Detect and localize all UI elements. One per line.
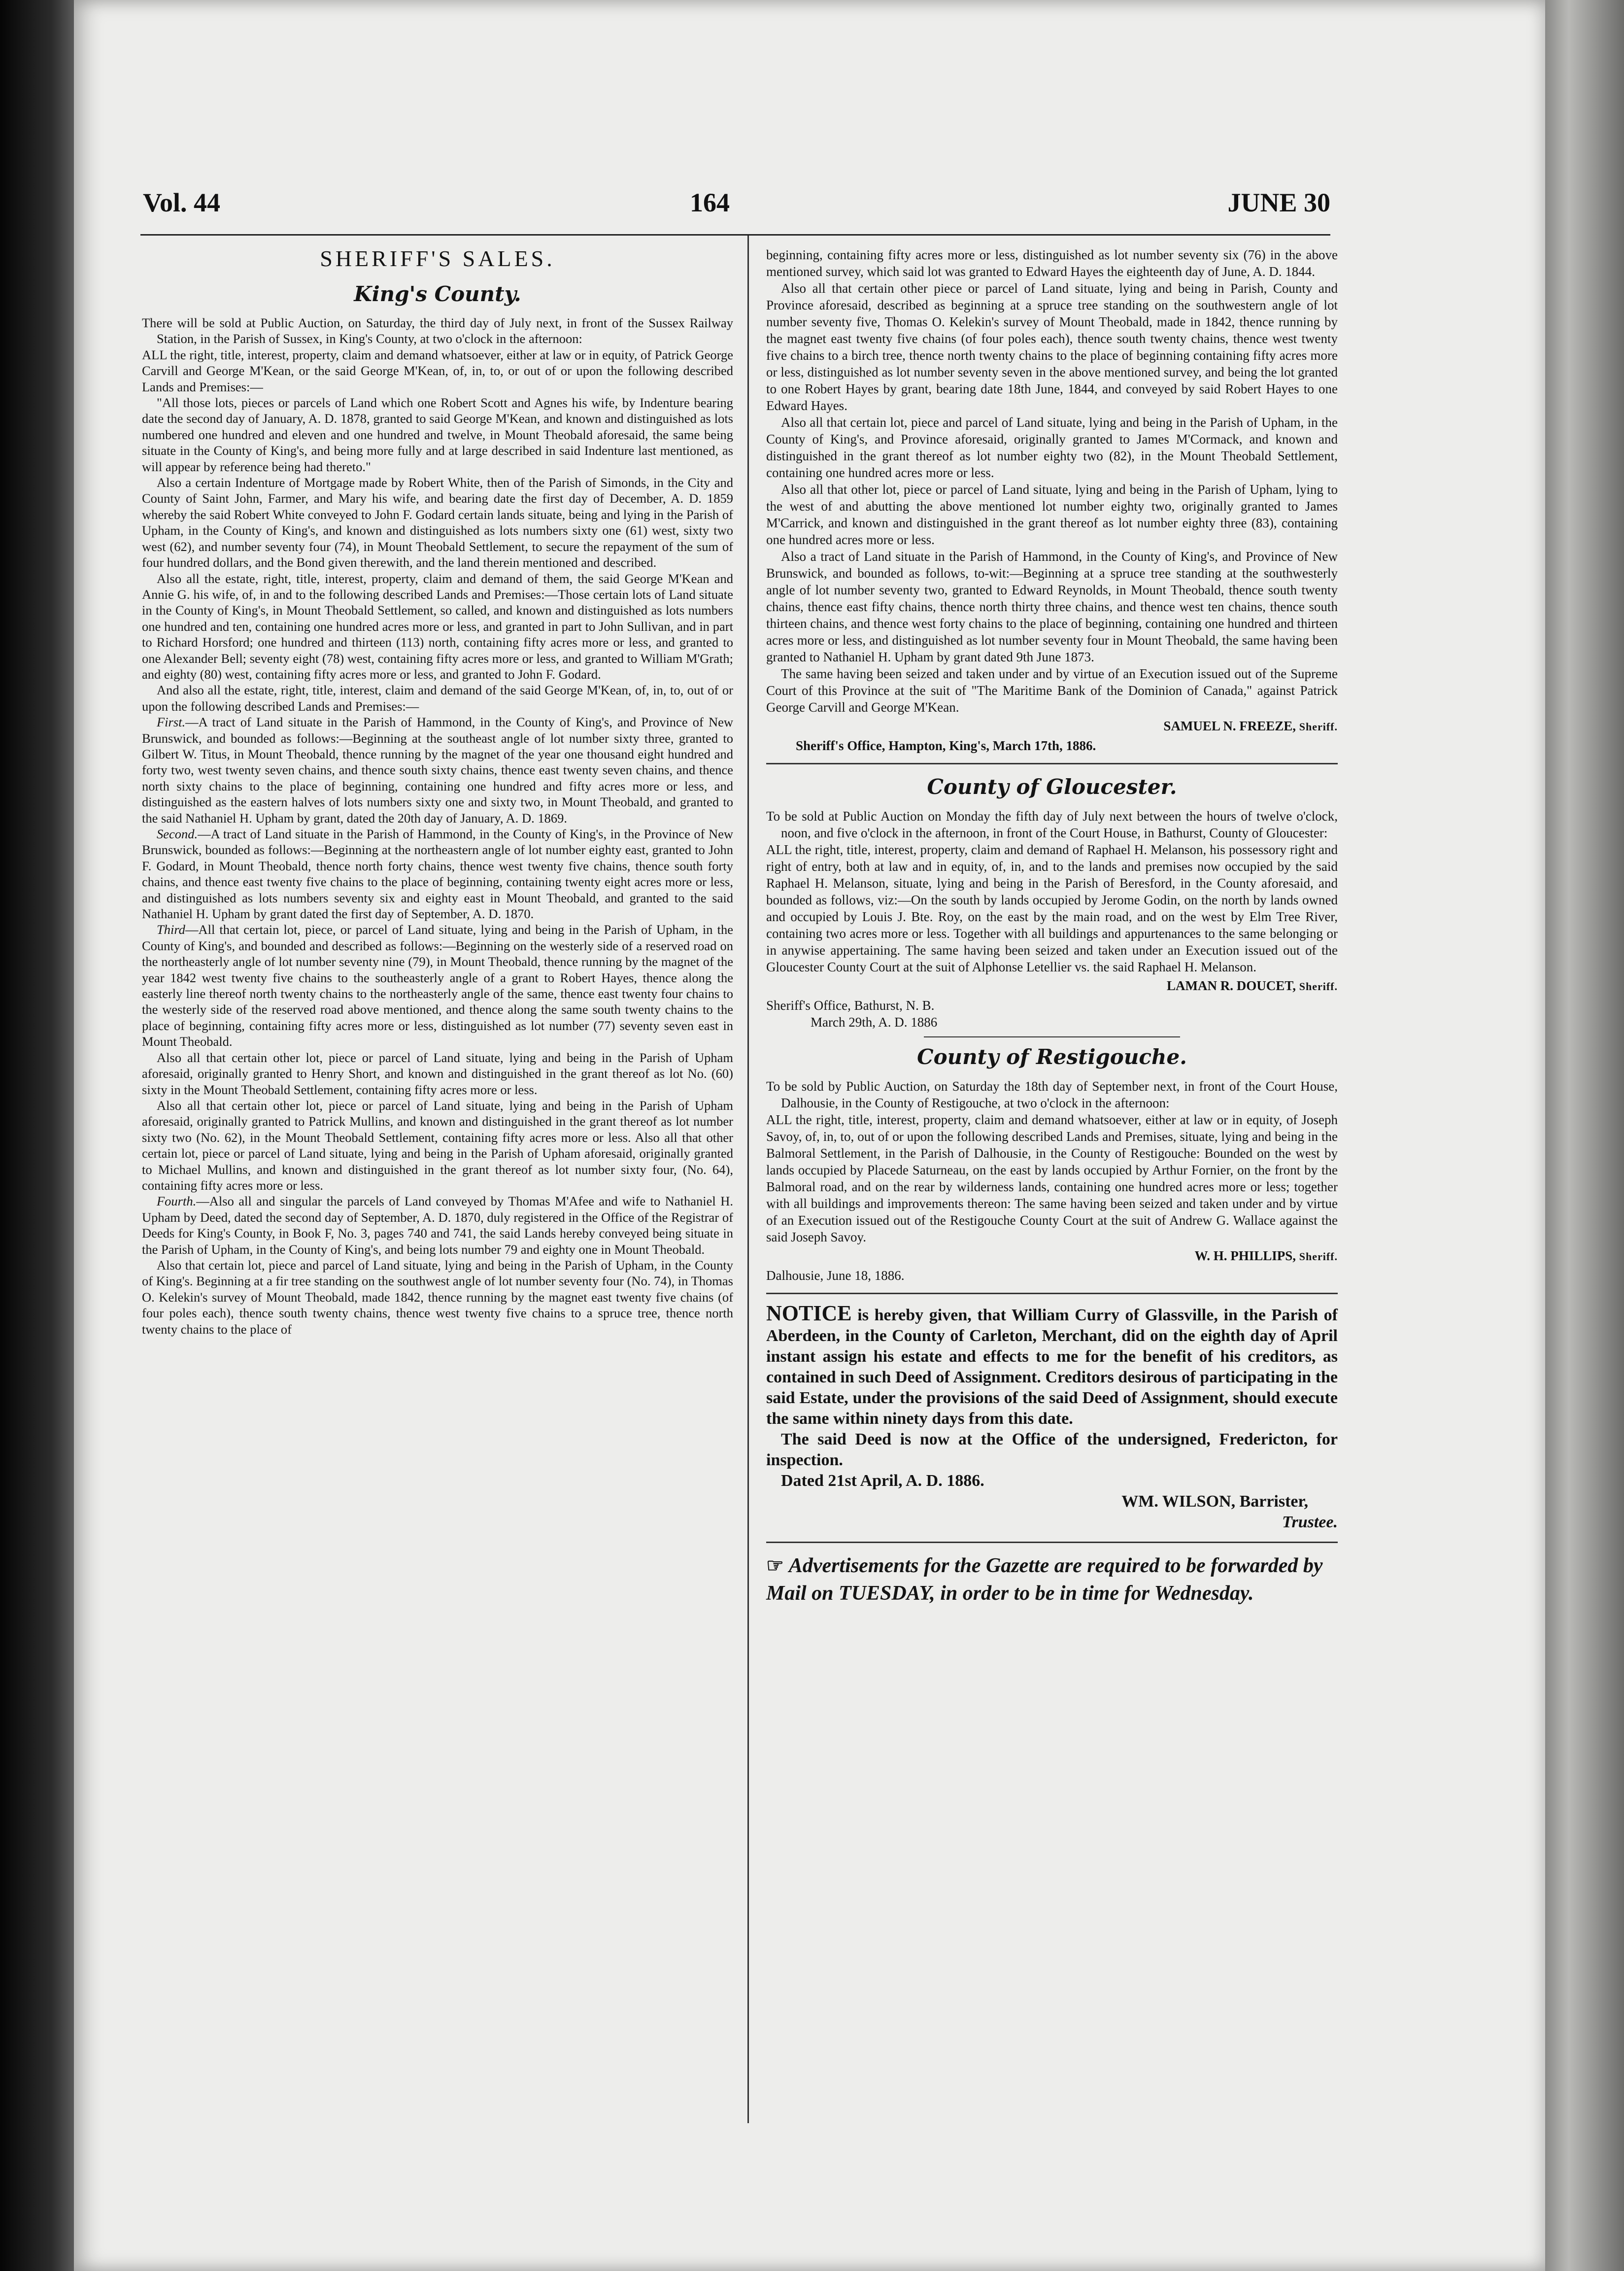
tract-first: [142, 714, 733, 826]
sheriff-name: SAMUEL N. FREEZE,: [1163, 719, 1296, 733]
column-divider: [747, 236, 749, 2123]
tract-second-text: —A tract of Land situate in the Parish of Hammond, in the County of King's, in the Province of New Brunswick, bounded as follows:—Beginning at the northeastern angle of lot number eighty east, granted to John F. Godard, in Mount Theobald, thence north forty chains, thence west twenty five chains, thence south forty chains, and thence east twenty five chains to the place of beginning, containing twenty eight acres more or less, and distinguished as lots numbers seventy six and eighty east in Mount Theobald, and granted to the said Nathaniel H. Upham by grant dated the first day of September, A. D. 1870.: [142, 826, 733, 922]
notice-dated: Dated 21st April, A. D. 1886.: [781, 1472, 984, 1490]
page-number: 164: [690, 188, 730, 217]
tract-fourth-text: —Also all and singular the parcels of Land conveyed by Thomas M'Afee and wife to Nathaniel H. Upham by Deed, dated the second day of September, A. D. 1870, duly registered in the Office of the Registrar of Deeds for King's County, in Book F, No. 3, pages 740 and 741, the said Lands hereby conveyed being situate in the Parish of Upham, in the County of King's, and being lots number 79 and eighty one in Mount Theobald.: [142, 1194, 733, 1257]
tract-third: [142, 922, 733, 1049]
sheriff-title: Sheriff.: [1299, 1250, 1338, 1263]
tract-fourth-label: Fourth.: [157, 1194, 197, 1209]
section-rule: [766, 763, 1338, 764]
advertisement-notice: [766, 1552, 1338, 1607]
tract-second-label: Second.: [157, 826, 198, 841]
lot-sixty-two-paragraph: Also all that certain other lot, piece or parcel of Land situate, lying and being in the Parish of Upham aforesaid, originally granted to Patrick Mullins, and known and distinguished in the grant thereof as lot number sixty two (No. 62), in the Mount Theobald Settlement, containing fifty acres more or less. Also all that other certain lot, piece or parcel of Land situate, lying and being in the Parish of Upham aforesaid, originally granted to Michael Mullins, and known and distinguished in the grant thereof as lot number sixty four, (No. 64), containing fifty acres more or less.: [142, 1098, 733, 1193]
lots-description: "All those lots, pieces or parcels of Land which one Robert Scott and Agnes his wife, by Indenture bearing date the second day of January, A. D. 1878, granted to said George M'Kean, and known and distinguished as lots numbered one hundred and eleven and one hundred and twelve, in Mount Theobald aforesaid, the same being situate in the County of King's, and being more fully and at large described in said Indenture last mentioned, as will appear by reference being had thereto.": [142, 395, 733, 474]
advertisement-text: Advertisements for the Gazette are required to be forwarded by Mail on TUESDAY, in order to be in time for Wednesday.: [766, 1554, 1323, 1605]
parcel-paragraph-3: Also all that other lot, piece or parcel of Land situate, lying and being in the Parish of Upham, lying to the west of and abutting the above mentioned lot number eighty two, originally granted to James M'Carrick, and known and distinguished in the grant thereof as lot number eighty three (83), containing one hundred acres more or less.: [766, 482, 1338, 547]
estate-paragraph-2: And also all the estate, right, title, interest, claim and demand of the said George M'Kean, of, in, to, out of or upon the following described Lands and Premises:—: [142, 683, 733, 714]
sheriff-signature-gloucester: [766, 977, 1338, 995]
section-rule: [766, 1542, 1338, 1543]
seizure-paragraph: The same having been seized and taken under and by virtue of an Execution issued out of the Supreme Court of this Province at the suit of "The Maritime Bank of the Dominion of Canada," against Patrick George Carvill and George M'Kean.: [766, 666, 1338, 715]
sheriff-signature-kings: [766, 718, 1338, 735]
tract-fourth: [142, 1193, 733, 1257]
notice-signature: WM. WILSON, Barrister,: [1121, 1492, 1308, 1511]
parcel-paragraph-4: Also a tract of Land situate in the Parish of Hammond, in the County of King's, and Province of New Brunswick, and bounded as follows, to-wit:—Beginning at a spruce tree standing at the southwesterly angle of lot number seventy two, granted to Edward Reynolds, in Mount Theobald, thence south twenty chains, thence east fifty chains, thence north thirty three chains, and thence west ten chains, thence south thirteen chains, and thence west forty chains to the place of beginning, containing one hundred and thirteen acres more or less, and distinguished as lot number seventy four in Mount Theobald, the same having been granted to Nathaniel H. Upham by grant dated 9th June 1873.: [766, 549, 1338, 664]
right-column: [766, 246, 1338, 1607]
tract-second: [142, 826, 733, 922]
assignment-notice: [766, 1303, 1338, 1533]
header-rule: [140, 234, 1330, 236]
sheriff-name: LAMAN R. DOUCET,: [1166, 978, 1296, 993]
restigouche-claim: ALL the right, title, interest, property, claim and demand whatsoever, either at law or in equity, of Joseph Savoy, of, in, to, out of or upon the following described Lands and Premises, situate, lying and being in the Balmoral Settlement, in the Parish of Dalhousie, in the County of Restigouche: Bounded on the west by lands occupied by Placede Saturneau, on the east by lands occupied by Arthur Fornier, on the front by the Balmoral road, and on the rear by wilderness lands, containing one hundred acres more or less; together with all buildings and improvements thereon: The same having been seized and taken under and by virtue of an Execution issued out of the Restigouche County Court at the suit of Andrew G. Wallace against the said Joseph Savoy.: [766, 1112, 1338, 1244]
county-heading-restigouche: County of Restigouche.: [917, 1045, 1187, 1069]
sheriff-title: Sheriff.: [1299, 721, 1338, 733]
sheriff-office-line: Sheriff's Office, Bathurst, N. B.: [766, 998, 935, 1013]
tract-third-label: Third: [157, 922, 185, 937]
book-gutter: [0, 0, 74, 2271]
issue-date: JUNE 30: [1227, 188, 1330, 217]
section-rule: [924, 1036, 1180, 1037]
tract-third-text: —All that certain lot, piece, or parcel of Land situate, lying and being in the Parish of Upham, in the County of King's, and bounded and described as follows:—Beginning on the westerly side of a reserved road on the northeasterly angle of lot number seventy nine (79), in Mount Theobald, thence running by the magnet of the year 1842 west twenty five chains to the southeasterly angle of a grant to Robert Hayes, thence along the easterly line thereof north twenty chains to the northeasterly angle of the same, thence east twenty four chains to the westerly side of the reserved road above mentioned, and thence along the same south twenty chains to the place of beginning, containing fifty acres more or less, distinguished as lot number (77) seventy seven east in Mount Theobald.: [142, 922, 733, 1049]
lot-sixty-paragraph: Also all that certain other lot, piece or parcel of Land situate, lying and being in the Parish of Upham aforesaid, originally granted to Henry Short, and known and distinguished in the grant thereof as lot No. (60) sixty in the Mount Theobald Settlement, containing fifty acres more or less.: [142, 1050, 733, 1097]
section-rule: [766, 1293, 1338, 1294]
gloucester-announcement: To be sold at Public Auction on Monday the fifth day of July next between the hours of twelve o'clock, noon, and five o'clock in the afternoon, in front of the Court House, in Bathurst, County of Gloucester:: [766, 809, 1338, 840]
sheriff-name: W. H. PHILLIPS,: [1194, 1248, 1296, 1263]
sheriff-title: Sheriff.: [1299, 980, 1338, 993]
claim-paragraph: ALL the right, title, interest, property, claim and demand whatsoever, either at law or in equity, of Patrick George Carvill and George M'Kean, or the said George M'Kean, of, in, to, or out of or upon the following described Lands and Premises:—: [142, 347, 733, 394]
continued-paragraph: beginning, containing fifty acres more or less, distinguished as lot number seventy six (76) in the above mentioned survey, which said lot was granted to Edward Hayes the eighteenth day of June, A. D. 1844.: [766, 247, 1338, 279]
notice-signature-title: Trustee.: [1282, 1513, 1338, 1531]
mortgage-paragraph: Also a certain Indenture of Mortgage made by Robert White, then of the Parish of Simonds, in the City and County of Saint John, Farmer, and Mary his wife, and bearing date the first day of December, A. D. 1859 whereby the said Robert White conveyed to John F. Godard certain lands situate, being and lying in the Parish of Upham, in the County of King's, and known and distinguished as lots numbers sixty one (61) west, sixty two west (62), and number seventy four (74), in Mount Theobald Settlement, to secure the repayment of the sum of four hundred dollars, and the Bond given therewith, and the land therein mentioned and described.: [142, 475, 733, 570]
gloucester-claim: ALL the right, title, interest, property, claim and demand of Raphael H. Melanson, his possessory right and right of entry, both at law and in equity, of, in, and to the lands and premises now occupied by the said Raphael H. Melanson, situate, lying and being in the Parish of Beresford, in the County aforesaid, and bounded as follows, viz:—On the south by lands occupied by Jerome Godin, on the north by lands owned and occupied by Louis J. Bte. Roy, on the east by the main road, and on the west by Elm Tree River, containing two acres more or less. Together with all buildings and appurtenances to the same belonging or in anywise appertaining. The same having been seized and taken under an Execution issued out of the Gloucester County Court at the suit of Alphonse Letellier vs. the said Raphael H. Melanson.: [766, 842, 1338, 974]
section-title: SHERIFF'S SALES.: [320, 246, 555, 271]
notice-inspection: The said Deed is now at the Office of the undersigned, Fredericton, for inspection.: [766, 1430, 1338, 1469]
estate-paragraph: Also all the estate, right, title, interest, property, claim and demand of them, the said George M'Kean and Annie G. his wife, of, in and to the following described Lands and Premises:—Those certain lots of Land situate in the County of King's, in Mount Theobald Settlement, so called, and known and distinguished as lots numbers one hundred and ten, containing one hundred acres more or less, and granted in part to John Sullivan, and in part to Richard Horsford; one hundred and thirteen (113) north, containing fifty acres more or less, and granted to one Alexander Bell; seventy eight (78) west, containing fifty acres more or less, and granted to William M'Grath; and eighty (80) west, containing fifty acres more or less, and granted to John F. Godard.: [142, 571, 733, 682]
left-column: [142, 244, 733, 1337]
restigouche-announcement: To be sold by Public Auction, on Saturday the 18th day of September next, in front of the Court House, Dalhousie, in the County of Restigouche, at two o'clock in the afternoon:: [766, 1079, 1338, 1110]
parcel-paragraph-2: Also all that certain lot, piece and parcel of Land situate, lying and being in the Parish of Upham, in the County of King's, and Province aforesaid, originally granted to James M'Cormack, and known and distinguished in the grant thereof as lot number eighty two (82), in the Mount Theobald Settlement, containing one hundred acres more or less.: [766, 415, 1338, 480]
lot-seventy-four-paragraph: Also that certain lot, piece and parcel of Land situate, lying and being in the Parish of Upham, in the County of King's. Beginning at a fir tree standing on the southwest angle of lot number seventy four (No. 74), in Thomas O. Kelekin's survey of Mount Theobald, made 1842, thence running by the magnet east twenty five chains (of four poles each), thence south twenty chains, thence west twenty five chains to a spruce tree, thence north twenty chains to the place of: [142, 1257, 733, 1337]
page-edge: [1545, 0, 1624, 2271]
sheriff-signature-restigouche: [766, 1247, 1338, 1265]
sale-announcement: There will be sold at Public Auction, on Saturday, the third day of July next, in front of the Sussex Railway Station, in the Parish of Sussex, in King's County, at two o'clock in the afternoon:: [142, 315, 733, 346]
pointing-hand-icon: ☞: [766, 1554, 784, 1577]
parcel-paragraph-1: Also all that certain other piece or parcel of Land situate, lying and being in Parish, County and Province aforesaid, described as beginning at a spruce tree standing on the southwestern angle of lot number seventy five, Thomas O. Kelekin's survey of Mount Theobald, made in 1842, thence running by the magnet east twenty five chains (of four poles each), thence south twenty chains, thence west twenty five chains to a birch tree, thence north twenty chains to the place of beginning containing fifty acres more or less, distinguished as lot number seventy seven in the above mentioned survey, and being the lot granted to one Robert Hayes by grant, bearing date 18th June, 1844, and conveyed by said Robert Hayes to one Edward Hayes.: [766, 281, 1338, 413]
notice-word: NOTICE: [766, 1301, 852, 1325]
county-heading-gloucester: County of Gloucester.: [927, 775, 1177, 799]
sheriff-office-line: Sheriff's Office, Hampton, King's, March 17th, 1886.: [796, 738, 1096, 753]
notice-body: is hereby given, that William Curry of Glassville, in the Parish of Aberdeen, in the County of Carleton, Merchant, did on the eighth day of April instant assign his estate and effects to me for the benefit of his creditors, as contained in such Deed of Assignment. Creditors desirous of participating in the said Estate, under the provisions of the said Deed of Assignment, should execute the same within ninety days from this date.: [766, 1306, 1338, 1428]
dalhousie-date: Dalhousie, June 18, 1886.: [766, 1268, 905, 1283]
page-header: [138, 187, 1330, 232]
tract-first-label: First.: [157, 715, 186, 730]
county-heading-kings: King's County.: [354, 282, 521, 306]
volume-label: Vol. 44: [143, 188, 221, 217]
sheriff-date-line: March 29th, A. D. 1886: [811, 1015, 938, 1030]
tract-first-text: —A tract of Land situate in the Parish of Hammond, in the County of King's, and Province of New Brunswick, and bounded as follows:—Beginning at the southeast angle of lot number sixty three, granted to Gilbert W. Titus, in Mount Theobald, thence running by the magnet of the year one thousand eight hundred and forty two, west twenty seven chains, and thence south sixty chains, thence east twenty seven chains, and thence north sixty chains to the place of beginning, containing one hundred and fifty acres more or less, and distinguished as the eastern halves of lots numbers sixty one and sixty two, in Mount Theobald, and granted to the said Nathaniel H. Upham by grant, dated the 20th day of January, A. D. 1869.: [142, 715, 733, 826]
